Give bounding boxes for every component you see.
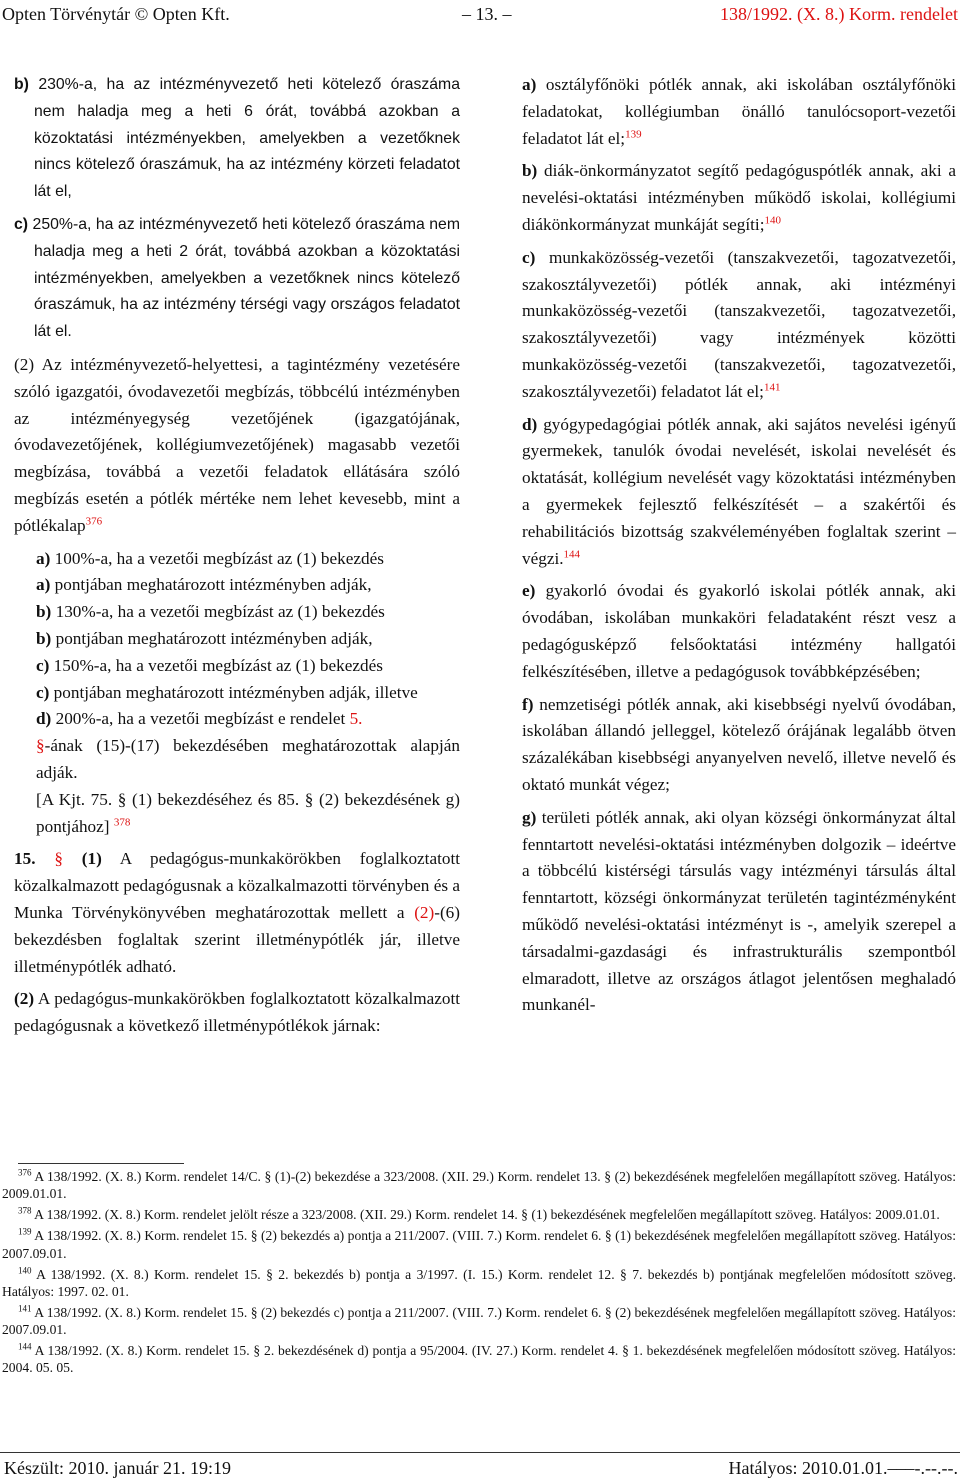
footnotes <box>2 1168 956 1380</box>
section-15-para-2: (2) A pedagógus-munkakörökben foglalkoztatott közalkalmazott pedagógusnak a következő illetménypótlékok járnak: <box>14 989 460 1036</box>
footnote: $^{140}$ A 138/1992. (X. 8.) Korm. rendelet 15. § 2. bekezdés b) pontja a 3/1997. (I. 15.) Korm. rendelet 12. § 7. bekezdés b) pontjának megfelelően módosított szöveg. Hatályos: 1997. 02. 01. <box>2 1265 956 1299</box>
point-a2-cont: a) pontjában meghatározott intézményben adják, <box>36 575 372 595</box>
supplement-a: a) osztályfőnöki pótlék annak, aki iskolában osztályfőnöki feladatokat, kollégiumban önálló tanulócsoport-vezetői feladatot lát el;$^{139}$ <box>522 75 957 148</box>
footnote-ref-140[interactable]: 140 <box>764 214 781 227</box>
supplement-b: b) diák-önkormányzatot segítő pedagóguspótlék annak, aki a nevelési-oktatási intézményben működő iskolai, kollégiumi diákönkormányzat munkáját segíti;$^{140}$ <box>522 161 956 234</box>
footnote-ref-139[interactable]: 139 <box>625 127 642 140</box>
point-b: b) 230%-a, ha az intézményvezető heti kötelező óraszáma nem haladja meg a heti 6 órát, továbbá azokban a közoktatási intézményekben, amelyekben a vezetőknek nincs kötelező óraszámuk, ha az intézmény körzeti feladatot lát el, <box>14 76 460 201</box>
legal-basis-note: [A Kjt. 75. § (1) bekezdéséhez és 85. § (2) bekezdésének g) pontjához] $^{378}$ <box>36 789 460 836</box>
paragraph-2-link[interactable]: (2) <box>414 902 435 922</box>
effective-date: Hatályos: 2010.01.01.–––-.--.--. <box>728 1458 958 1478</box>
supplement-c: c) munkaközösség-vezetői (tanszakvezetői, tagozatvezetői, szakosztályvezetői) pótlék annak, aki intézményi munkaközösség-vezetői (tanszakvezetői, tagozatvezetői, szakosztályvezetői) vagy intézmények közötti munkaközösség-vezetői (tanszakvezetői, tagozatvezetői, szakosztályvezetői) feladatot lát el;$^{141}$ <box>522 247 956 401</box>
point-b2: b) 130%-a, ha a vezetői megbízást az (1) bekezdés <box>36 602 385 622</box>
footnote-ref-376[interactable]: 376 <box>85 515 103 528</box>
supplement-e: e) gyakorló óvodai és gyakorló iskolai pótlék annak, aki óvodában, iskolában munkaköri feladataként részt vesz a pedagógusképző felsőoktatási intézmény hallgatói felkészítésében, illetve a pedagógusok továbbképzésében; <box>522 581 956 681</box>
footnote-separator <box>18 1163 184 1164</box>
supplement-d: d) gyógypedagógiai pótlék annak, aki sajátos nevelési igényű gyermekek, tanulók óvodai nevelését, iskolai nevelését és oktatását, kollégium nevelését vagy közoktatási intézményben a gyermekek fejlesztő felkészítését – a szakértői és rehabilitációs bizottság szakvéleményében foglaltak szerint – végzi.$^{144}$ <box>522 414 957 568</box>
point-b2-cont: b) pontjában meghatározott intézményben adják, <box>36 628 373 648</box>
point-a2: a) 100%-a, ha a vezetői megbízást az (1) bekezdés <box>36 548 384 568</box>
point-c: c) 250%-a, ha az intézményvezető heti kötelező óraszáma nem haladja meg a heti 2 órát, továbbá azokban a közoktatási intézményekben, amelyekben a vezetőknek nincs kötelező óraszámuk, ha az intézmény térségi vagy országos feladatot lát el. <box>14 215 461 341</box>
point-c2-cont: c) pontjában meghatározott intézményben adják, illetve <box>36 682 418 702</box>
footer-separator <box>0 1452 960 1453</box>
page-number: – 13. – <box>462 4 512 24</box>
supplement-f: f) nemzetiségi pótlék annak, aki kisebbségi nyelvű óvodában, iskolában állandó jelleggel, kötelező órájának legalább ötven százalékában kisebbségi anyanyelven nevelő, illetve nevelő és oktató munkát végez; <box>522 694 957 794</box>
footnote-ref-144[interactable]: 144 <box>563 547 581 560</box>
footnote: $^{144}$ A 138/1992. (X. 8.) Korm. rendelet 15. § 2. bekezdésének d) pontja a 95/2004. (IV. 27.) Korm. rendelet 4. § 1. bekezdésének megfelelően módosított szöveg. Hatályos: 2004. 05. 05. <box>2 1341 956 1376</box>
footnote-ref-378[interactable]: 378 <box>113 815 131 828</box>
created-date: Készült: 2010. január 21. 19:19 <box>4 1458 231 1478</box>
point-list-2 <box>14 546 460 841</box>
section-sign-link[interactable]: § <box>36 736 45 756</box>
footnote: $^{141}$ A 138/1992. (X. 8.) Korm. rendelet 15. § (2) bekezdés c) pontja a 211/2007. (VIII. 7.) Korm. rendelet 6. § (2) bekezdésének megfelelően megállapított szöveg. Hatályos: 2007.09.01. <box>2 1303 956 1338</box>
section-15-para-1: 15. § (1) A pedagógus-munkakörökben foglalkoztatott közalkalmazott pedagógusnak a közalkalmazotti törvényben és a Munka Törvénykönyvében meghatározottak mellett a (2)-(6) bekezdésben foglaltak szerint illetménypótlék jár, illetve illetménypótlék adható. <box>14 849 460 976</box>
paragraph-2: (2) Az intézményvezető-helyettesi, a tagintézmény vezetésére szóló igazgatói, óvodavezetői megbízás, többcélú intézményben az intézményegység vezetőjének (igazgatójának, óvodavezetőjének, kollégiumvezetőjének) magasabb vezetői megbízása, továbbá a vezetői feladatok ellátására szóló megbízás esetén a pótlék mértéke nem lehet kevesebb, mint a pótlékalap$^{376}$ <box>14 354 460 535</box>
section-15-sign-link[interactable]: § <box>54 849 63 869</box>
supplement-g: g) területi pótlék annak, aki olyan községi önkormányzat által fenntartott nevelési-oktatási intézményben dolgozik – ideértve a többcélú kistérségi társulás vagy intézményi társulás által fenntartott, községi önkormányzat területén tagintézményként működő nevelési-oktatási intézményt is -, amelyik szerepel a társadalmi-gazdasági és infrastrukturális szempontból elmaradott, illetve az országos átlagot jelentősen meghaladó munkanél- <box>522 807 956 1015</box>
publisher-label: Opten Törvénytár © Opten Kft. <box>2 4 230 24</box>
footnote: $^{378}$ A 138/1992. (X. 8.) Korm. rendelet jelölt része a 323/2008. (XII. 29.) Korm. rendelet 14. § (1) bekezdésének megfelelően megállapított szöveg. Hatályos: 2009.01.01. <box>18 1205 940 1223</box>
regulation-title: 138/1992. (X. 8.) Korm. rendelet <box>720 4 958 24</box>
footnote: $^{139}$ A 138/1992. (X. 8.) Korm. rendelet 15. § (2) bekezdés a) pontja a 211/2007. (VIII. 7.) Korm. rendelet 6. § (1) bekezdésének megfelelően megállapított szöveg. Hatályos: 2007.09.01. <box>2 1226 956 1261</box>
right-column <box>522 72 956 1019</box>
left-column <box>14 72 460 1040</box>
section-5-link[interactable]: 5. <box>349 709 363 729</box>
point-c2: c) 150%-a, ha a vezetői megbízást az (1) bekezdés <box>36 655 383 675</box>
page-header <box>0 2 960 26</box>
point-d2: d) 200%-a, ha a vezetői megbízást e rendelet 5. §-ának (15)-(17) bekezdésében meghatározottak alapján adják. <box>36 709 460 782</box>
footnote: $^{376}$ A 138/1992. (X. 8.) Korm. rendelet 14/C. § (1)-(2) bekezdése a 323/2008. (XII. 29.) Korm. rendelet 13. § (2) bekezdésének megfelelően megállapított szöveg. Hatályos: 2009.01.01. <box>2 1167 956 1202</box>
footnote-ref-141[interactable]: 141 <box>763 381 781 394</box>
